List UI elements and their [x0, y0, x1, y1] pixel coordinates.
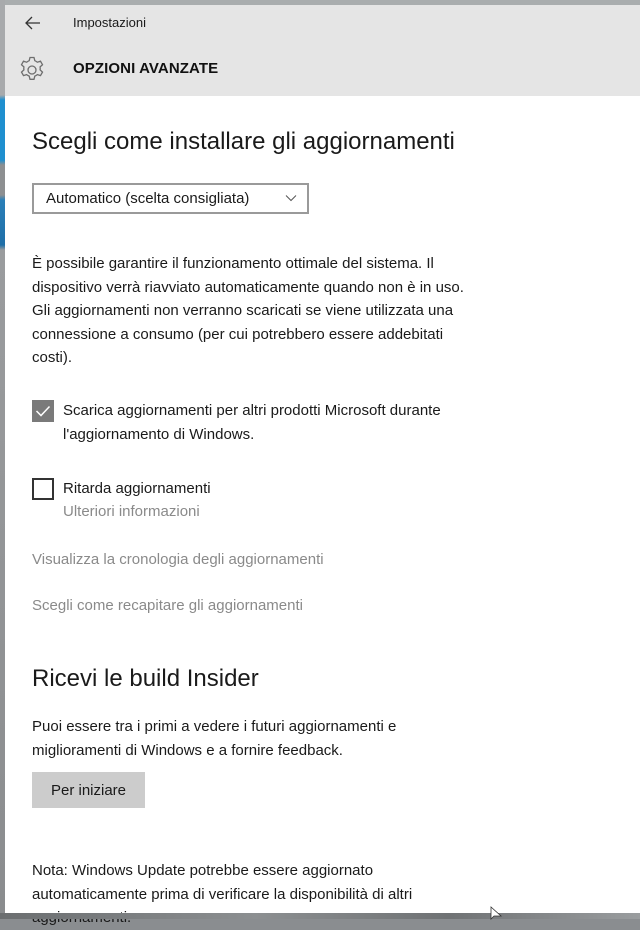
header-bar	[5, 5, 640, 96]
settings-window	[5, 5, 640, 913]
app-title: Impostazioni	[73, 15, 146, 30]
chevron-down-icon	[285, 193, 297, 203]
install-heading: Scegli come installare gli aggiornamenti	[32, 128, 455, 155]
update-history-link[interactable]: Visualizza la cronologia degli aggiornamenti	[32, 551, 324, 568]
install-description: È possibile garantire il funzionamento ottimale del sistema. Il dispositivo verrà riavviato automaticamente quando non è in uso. Gli aggiornamenti non verranno scaricati se viene utilizzata una connessione a consumo (per cui potrebbero essere addebitati costi).	[32, 255, 464, 366]
checkmark-icon	[35, 405, 51, 417]
mouse-pointer-icon	[490, 907, 502, 919]
other-products-checkbox[interactable]	[32, 400, 54, 422]
other-products-label: Scarica aggiornamenti per altri prodotti Microsoft durante l'aggiornamento di Windows.	[63, 402, 441, 443]
arrow-left-icon	[25, 16, 41, 30]
more-info-link[interactable]: Ulteriori informazioni	[63, 502, 200, 520]
other-products-option[interactable]	[32, 399, 441, 446]
delivery-options-link[interactable]: Scegli come recapitare gli aggiornamenti	[32, 597, 303, 614]
defer-updates-label-group	[63, 477, 211, 523]
desktop-background-bottom	[0, 913, 640, 919]
defer-updates-label: Ritarda aggiornamenti	[63, 480, 211, 497]
insider-description: Puoi essere tra i primi a vedere i futuri aggiornamenti e miglioramenti di Windows e a fornire feedback.	[32, 718, 397, 759]
page-title: OPZIONI AVANZATE	[73, 60, 219, 77]
defer-updates-checkbox[interactable]	[32, 478, 54, 500]
note-text: Nota: Windows Update potrebbe essere aggiornato automaticamente prima di verificare la disponibilità di altri	[32, 862, 413, 903]
get-started-button[interactable]: Per iniziare	[32, 772, 145, 808]
install-mode-selected: Automatico (scelta consigliata)	[46, 190, 250, 207]
gear-icon	[17, 55, 47, 85]
back-button[interactable]	[19, 9, 47, 37]
install-mode-dropdown[interactable]	[32, 183, 309, 214]
defer-updates-option[interactable]	[32, 477, 211, 523]
insider-heading: Ricevi le build Insider	[32, 665, 259, 692]
